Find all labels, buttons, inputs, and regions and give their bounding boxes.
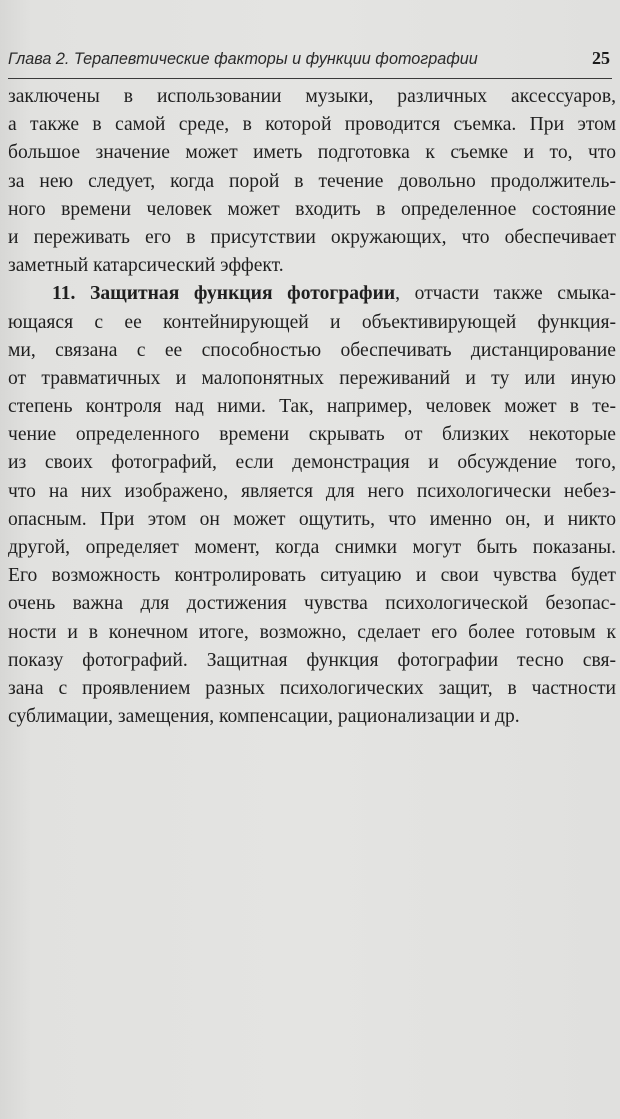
- text-line: степень контроля над ними. Так, например, человек может в те-: [8, 396, 616, 418]
- text-line: ного времени человек может входить в определенное состояние: [8, 198, 616, 220]
- running-head: [8, 48, 612, 74]
- body-text: [8, 83, 616, 731]
- text-line: ми, связана с ее способностью обеспечивать дистанцирование: [8, 339, 616, 361]
- text-line: показу фотографий. Защитная функция фотографии тесно свя-: [8, 649, 616, 671]
- chapter-title: Глава 2. Терапевтические факторы и функции фотографии: [8, 50, 478, 68]
- text-line: за нею следует, когда порой в течение довольно продолжитель-: [8, 170, 616, 192]
- text-line: другой, определяет момент, когда снимки могут быть показаны.: [8, 537, 616, 558]
- text-line: заключены в использовании музыки, различных аксессуаров,: [8, 86, 616, 107]
- text-fragment: , отчасти также смыка-: [395, 283, 616, 305]
- page-number: 25: [592, 48, 610, 68]
- text-line: заметный катарсический эффект.: [8, 255, 284, 277]
- text-line: зана с проявлением разных психологических защит, в частности: [8, 677, 616, 699]
- header-rule: [8, 78, 612, 79]
- text-line: очень важна для достижения чувства психологической безопас-: [8, 593, 616, 615]
- text-line: что на них изображено, является для него психологически небез-: [8, 480, 616, 502]
- text-line: из своих фотографий, если демонстрация и обсуждение того,: [8, 452, 616, 474]
- text-line: Его возможность контролировать ситуацию и свои чувства будет: [8, 565, 616, 587]
- text-line: от травматичных и малопонятных переживаний и ту или иную: [8, 367, 616, 389]
- paragraph-2: [8, 280, 616, 731]
- text-line: большое значение может иметь подготовка к съемке и то, что: [8, 142, 616, 164]
- text-line: и переживать его в присутствии окружающих, что обеспечивает: [8, 226, 616, 248]
- text-line: ющаяся с ее контейнирующей и объективирующей функция-: [8, 311, 616, 333]
- text-line: чение определенного времени скрывать от близких некоторые: [8, 424, 616, 446]
- paragraph-first-line: [8, 280, 616, 308]
- text-line: сублимации, замещения, компенсации, рационализации и др.: [8, 706, 520, 728]
- section-heading: 11. Защитная функция фотографии: [52, 283, 396, 305]
- text-line: опасным. При этом он может ощутить, что именно он, и никто: [8, 508, 616, 530]
- text-line: а также в самой среде, в которой проводится съемка. При этом: [8, 114, 616, 136]
- paragraph-1: [8, 83, 616, 280]
- text-line: ности и в конечном итоге, возможно, сделает его более готовым к: [8, 621, 616, 643]
